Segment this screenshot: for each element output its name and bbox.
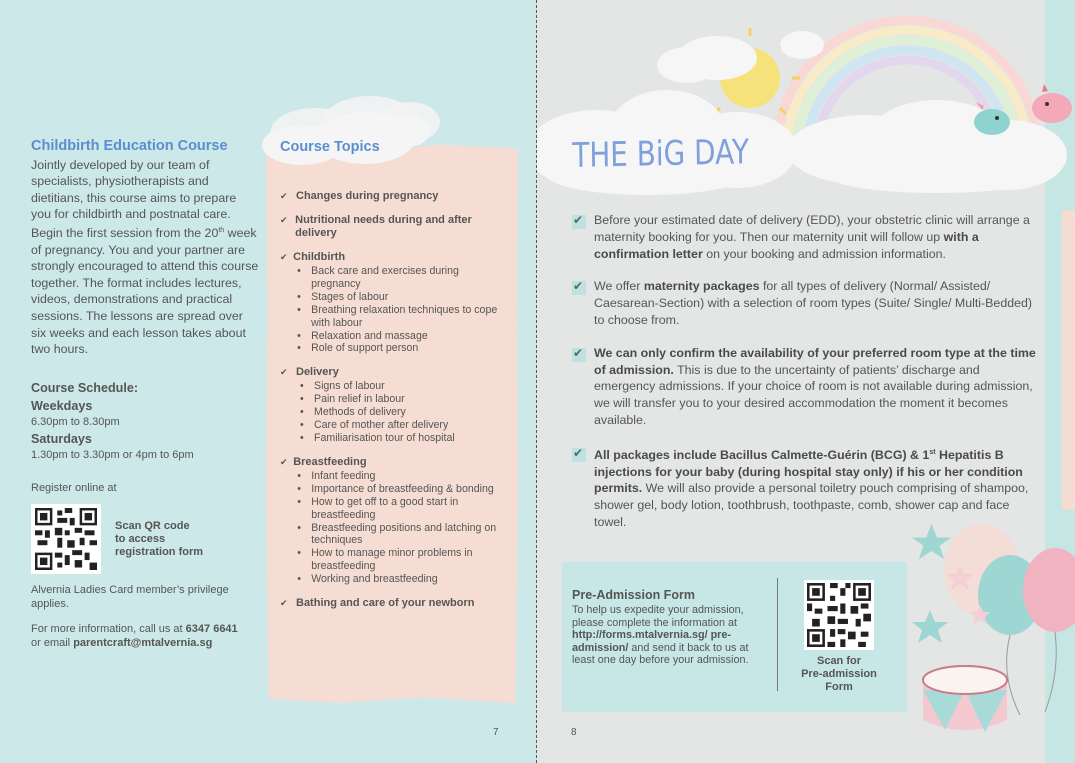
subtopic-item: • Importance of breastfeeding & bonding — [293, 483, 505, 496]
topic-title: Delivery — [296, 366, 339, 379]
topic-title: Childbirth — [293, 251, 346, 263]
topic-item — [280, 251, 505, 355]
check-icon: ✔ — [280, 252, 288, 262]
subtopic-item: • Familiarisation tour of hospital — [296, 432, 455, 445]
check-icon: ✔ — [280, 191, 288, 201]
scan-caption-line: Pre-admission — [801, 667, 877, 680]
subtopic-item: • Working and breastfeeding — [293, 573, 505, 586]
subtopic-item: • Stages of labour — [293, 291, 505, 304]
saturdays-label: Saturdays — [31, 432, 92, 447]
preadmission-qr-code[interactable] — [804, 580, 874, 650]
point-bold: All packages include Bacillus Calmette-Guérin (BCG) & 1 — [594, 447, 930, 462]
topics-list — [280, 190, 505, 621]
point-bold: We can only confirm the availability of your preferred room type at the time of admission. — [594, 345, 1036, 377]
subtopic-list — [293, 265, 505, 355]
weekdays-label: Weekdays — [31, 399, 93, 414]
course-title: Childbirth Education Course — [31, 138, 228, 154]
scan-caption-line: Form — [825, 680, 853, 693]
intro-sup: th — [218, 226, 225, 234]
preadmission-text — [572, 604, 767, 667]
subtopic-item: • Breathing relaxation techniques to cope with labour — [293, 304, 505, 330]
point-item — [572, 278, 1042, 328]
scan-caption-line: Scan for — [816, 655, 861, 667]
balloons-decoration — [900, 510, 1075, 763]
schedule-title: Course Schedule: — [31, 380, 139, 395]
checkbox-icon — [572, 281, 586, 295]
qr-caption-line: registration form — [115, 545, 204, 558]
preadmission-text-b: and send it back to us at least one day before your admission. — [572, 641, 749, 667]
subtopic-item: • Role of support person — [293, 342, 505, 355]
point-item — [572, 345, 1042, 429]
email-prefix: or email — [31, 636, 74, 649]
weekdays-time: 6.30pm to 8.30pm — [31, 416, 120, 429]
subtopic-item: • Relaxation and massage — [293, 330, 505, 343]
topic-item — [280, 190, 505, 203]
point-item — [572, 212, 1042, 262]
point-text: We will also provide a personal toiletry pouch comprising of shampoo, shower gel, body lotion, toothbrush, toothpaste, comb, shower cap and face towel. — [594, 481, 1029, 530]
point-text: We offer — [594, 279, 644, 294]
intro-text: Jointly developed by our team of specialists, physiotherapists and dietitians, this course aims to prepare you for childbirth and postnatal care. Begin the first session from the 20 — [31, 157, 237, 241]
subtopic-item: • How to manage minor problems in breastfeeding — [293, 547, 505, 573]
subtopic-item: • Back care and exercises during pregnancy — [293, 265, 505, 291]
admission-points — [572, 212, 1042, 547]
topic-item — [280, 214, 505, 240]
course-info-column — [31, 138, 259, 650]
point-text: on your booking and admission information. — [702, 246, 946, 261]
qr-code-icon — [807, 583, 871, 647]
sky-decoration — [537, 0, 1075, 220]
subtopic-item: • Infant feeding — [293, 470, 505, 483]
preadmission-text-a: To help us expedite your admission, please complete the information at — [572, 604, 744, 629]
saturdays-time: 1.30pm to 3.30pm or 4pm to 6pm — [31, 448, 194, 461]
topic-item — [280, 366, 505, 445]
point-text: This is due to the uncertainty of patients’ discharge and emergency admissions. If your choice of room is not available during admission, we will transfer you to your desired accommodation the moment it becomes available. — [594, 362, 1033, 427]
topic-item — [280, 456, 505, 586]
star-icon — [912, 524, 952, 643]
bird-icon — [1032, 84, 1072, 123]
point-sup: st — [929, 448, 936, 456]
phone-number[interactable]: 6347 6641 — [185, 623, 238, 636]
qr-caption-line: to access — [115, 532, 166, 545]
register-text: Register online at — [31, 481, 117, 494]
point-bold: maternity packages — [643, 279, 760, 294]
edge-strip-pink — [1062, 210, 1075, 510]
page-number-right: 8 — [571, 727, 577, 738]
preadmission-scan-caption — [790, 655, 888, 693]
checkbox-icon — [572, 215, 586, 229]
subtopic-item: • Pain relief in labour — [296, 393, 455, 406]
checkbox-icon — [572, 348, 586, 362]
subtopic-item: • How to get off to a good start in breastfeeding — [293, 496, 505, 522]
point-bold: Hepatitis B injections for your baby (during hospital stay only) if his or her condition permits. — [594, 447, 1023, 496]
check-icon: ✔ — [280, 367, 288, 378]
subtopic-list — [296, 380, 455, 445]
check-icon: ✔ — [280, 215, 288, 225]
subtopic-list — [293, 470, 505, 586]
topic-item — [280, 597, 505, 610]
subtopic-item: • Breastfeeding positions and latching on techniques — [293, 522, 505, 548]
qr-caption-line: Scan QR code — [115, 519, 190, 532]
point-text: Before your estimated date of delivery (EDD), your obstetric clinic will arrange a maternity booking for you. Then our maternity unit will follow up — [594, 213, 1030, 244]
subtopic-item: • Signs of labour — [296, 380, 455, 393]
topics-title: Course Topics — [280, 139, 380, 155]
subtopic-item: • Methods of delivery — [296, 406, 455, 419]
privilege-note: Alvernia Ladies Card member’s privilege applies. — [31, 584, 229, 610]
qr-caption — [115, 520, 203, 559]
preadmission-title: Pre-Admission Form — [572, 588, 695, 602]
drum-icon — [923, 666, 1007, 732]
contact-prefix: For more information, call us at — [31, 623, 186, 636]
topic-title: Breastfeeding — [293, 455, 367, 468]
preadmission-link[interactable]: http://forms.mtalvernia.sg/ pre-admission/ — [572, 629, 731, 654]
topic-title: Nutritional needs during and after delivery — [295, 214, 472, 239]
big-day-heading: THE BiG DAY — [572, 132, 750, 176]
checkbox-icon — [572, 448, 586, 462]
fold-line — [536, 0, 537, 763]
topic-title: Bathing and care of your newborn — [296, 597, 475, 610]
intro-text-cont: week of pregnancy. You and your partner are strongly encouraged to attend this course together. The format includes lectures, videos, demonstrations and practical sessions. The lessons are spread over six weeks and each lesson takes about two hours. — [31, 226, 259, 357]
course-intro — [31, 157, 259, 358]
topic-title: Changes during pregnancy — [296, 190, 439, 202]
registration-qr-row — [31, 504, 259, 574]
cloud-decoration — [385, 115, 430, 147]
email-link[interactable]: parentcraft@mtalvernia.sg — [73, 636, 213, 649]
page-number-left: 7 — [493, 727, 499, 738]
check-icon: ✔ — [280, 598, 288, 609]
qr-code-icon — [35, 508, 97, 570]
point-text: for all types of delivery (Normal/ Assisted/ Caesarean-Section) with a selection of room types (Suite/ Single/ Multi-Bedded) to choose from. — [594, 279, 1033, 327]
check-icon: ✔ — [280, 456, 288, 467]
point-bold: with a confirmation letter — [594, 229, 979, 261]
divider — [777, 578, 778, 691]
subtopic-item: • Care of mother after delivery — [296, 419, 455, 432]
registration-qr-code[interactable] — [31, 504, 101, 574]
contact-info — [31, 623, 259, 650]
